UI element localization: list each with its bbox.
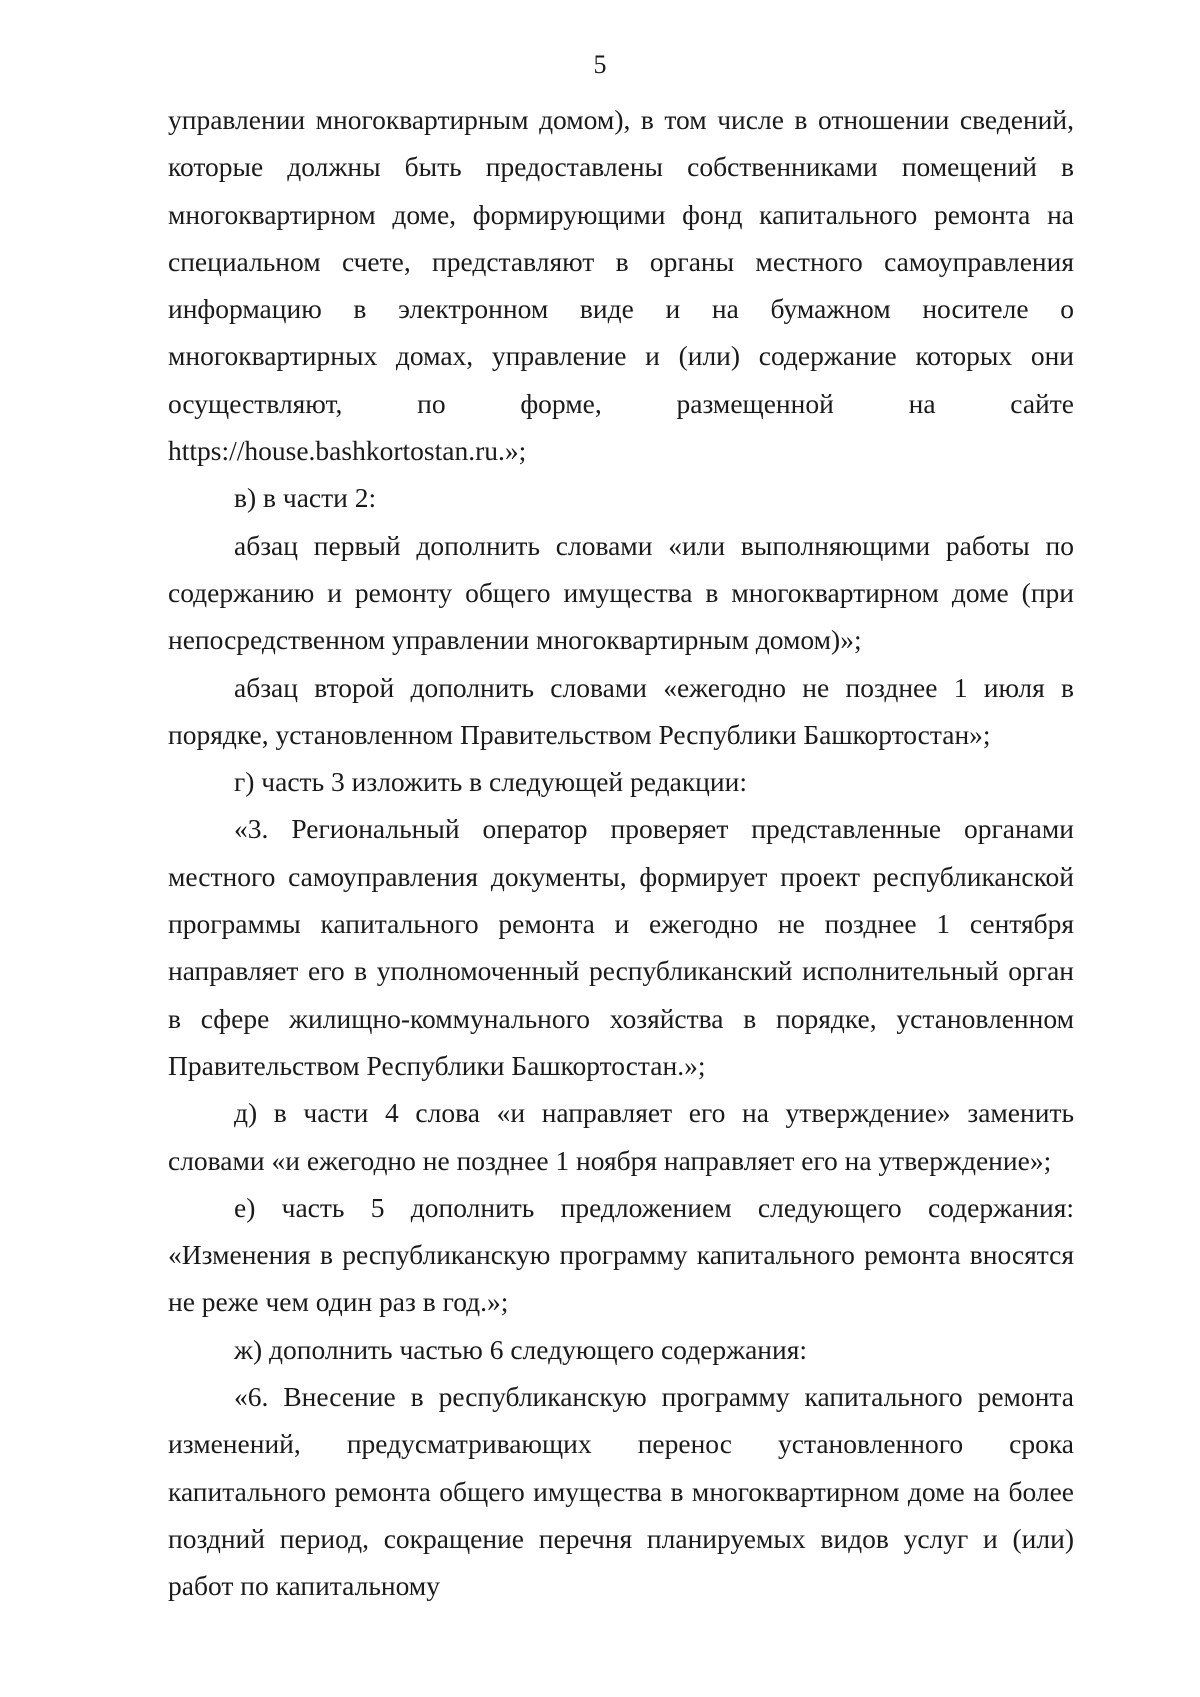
- paragraph-item-v: в) в части 2:: [234, 482, 377, 514]
- document-body: [168, 96, 1074, 1610]
- paragraph-second-abzac: абзац второй дополнить словами «ежегодно не позднее 1 июля в порядке, установленном Правительством Республики Башкортостан»;: [168, 671, 1074, 750]
- paragraph-item-g: г) часть 3 изложить в следующей редакции:: [234, 766, 747, 798]
- paragraph-continuation: управлении многоквартирным домом), в том числе в отношении сведений, которые должны быть предоставлены собственниками помещений в многоквартирном доме, формирующими фонд капитального ремонта на специальном счете, представляют в органы местного самоуправления информацию в электронном виде и на бумажном носителе о многоквартирных домах, управление и (или) содержание которых они осуществляют, по форме, размещенной на сайте https://house.bashkortostan.ru.»;: [168, 104, 1074, 467]
- paragraph-item-d: д) в части 4 слова «и направляет его на утверждение» заменить словами «и ежегодно не позднее 1 ноября направляет его на утверждение»;: [168, 1097, 1074, 1176]
- paragraph-part-3-text: «3. Региональный оператор проверяет представленные органами местного самоуправления документы, формирует проект республиканской программы капитального ремонта и ежегодно не позднее 1 сентября направляет его в уполномоченный республиканский исполнительный орган в сфере жилищно-коммунального хозяйства в порядке, установленном Правительством Республики Башкортостан.»;: [168, 813, 1074, 1081]
- paragraph-first-abzac: абзац первый дополнить словами «или выполняющими работы по содержанию и ремонту общего имущества в многоквартирном доме (при непосредственном управлении многоквартирным домом)»;: [168, 529, 1074, 656]
- paragraph-item-zh: ж) дополнить частью 6 следующего содержания:: [234, 1333, 808, 1365]
- paragraph-part-6-text: «6. Внесение в республиканскую программу капитального ремонта изменений, предусматривающих перенос установленного срока капитального ремонта общего имущества в многоквартирном доме на более поздний период, сокращение перечня планируемых видов услуг и (или) работ по капитальному: [168, 1381, 1074, 1602]
- paragraph-item-e: е) часть 5 дополнить предложением следующего содержания: «Изменения в республиканскую программу капитального ремонта вносятся не реже чем один раз в год.»;: [168, 1191, 1074, 1318]
- page-number: 5: [593, 50, 607, 79]
